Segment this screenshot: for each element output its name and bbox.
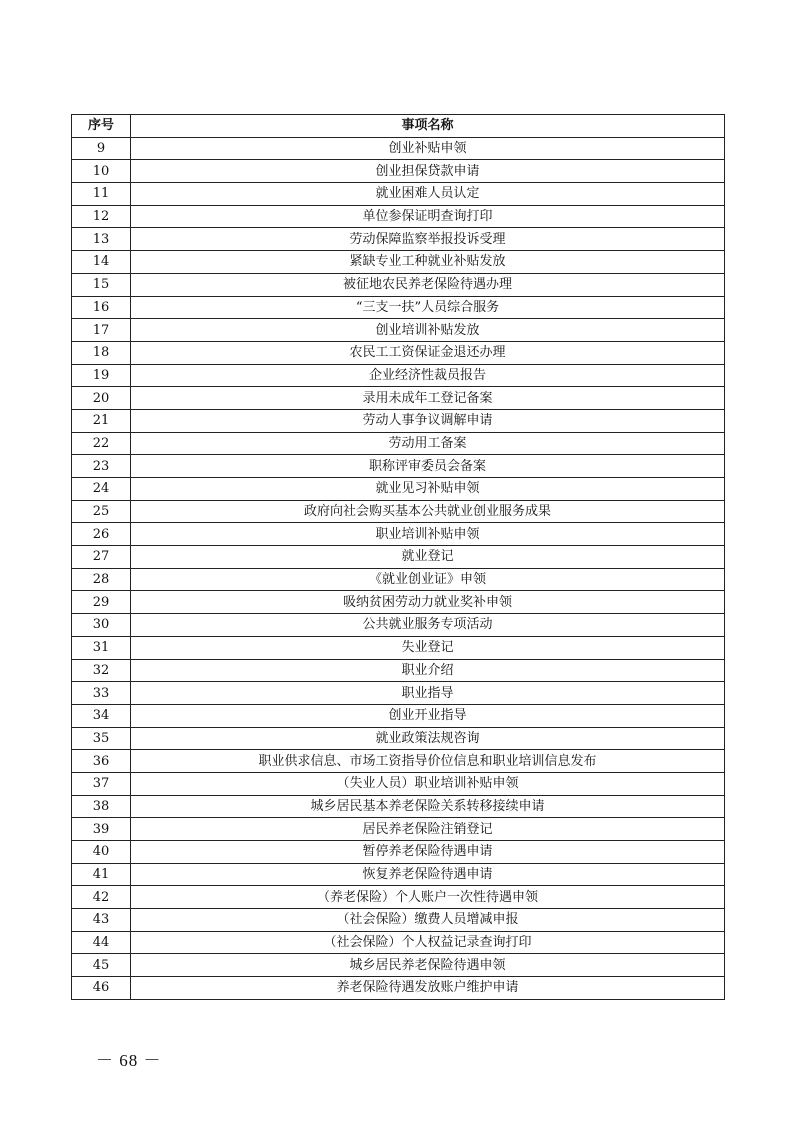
- table-row: [72, 977, 725, 1000]
- table-row: [72, 931, 725, 954]
- row-serial-number: 35: [72, 727, 131, 750]
- row-item-name: 创业担保贷款申请: [131, 160, 725, 183]
- table-row: [72, 183, 725, 206]
- row-serial-number: 42: [72, 886, 131, 909]
- row-serial-number: 45: [72, 954, 131, 977]
- row-item-name: 政府向社会购买基本公共就业创业服务成果: [131, 500, 725, 523]
- row-item-name: 单位参保证明查询打印: [131, 205, 725, 228]
- table-row: [72, 841, 725, 864]
- table-row: [72, 160, 725, 183]
- table-row: [72, 591, 725, 614]
- table-body: [72, 137, 725, 999]
- row-serial-number: 40: [72, 841, 131, 864]
- row-item-name: 恢复养老保险待遇申请: [131, 863, 725, 886]
- table-row: [72, 319, 725, 342]
- row-serial-number: 37: [72, 772, 131, 795]
- row-item-name: 劳动保障监察举报投诉受理: [131, 228, 725, 251]
- row-serial-number: 29: [72, 591, 131, 614]
- row-item-name: 录用未成年工登记备案: [131, 387, 725, 410]
- table-row: [72, 432, 725, 455]
- row-serial-number: 16: [72, 296, 131, 319]
- row-serial-number: 33: [72, 682, 131, 705]
- row-item-name: 创业开业指导: [131, 704, 725, 727]
- row-item-name: 暂停养老保险待遇申请: [131, 841, 725, 864]
- table-row: [72, 296, 725, 319]
- table-row: [72, 818, 725, 841]
- row-serial-number: 46: [72, 977, 131, 1000]
- row-item-name: 吸纳贫困劳动力就业奖补申领: [131, 591, 725, 614]
- row-serial-number: 25: [72, 500, 131, 523]
- row-item-name: 城乡居民基本养老保险关系转移接续申请: [131, 795, 725, 818]
- table-row: [72, 795, 725, 818]
- row-serial-number: 41: [72, 863, 131, 886]
- row-serial-number: 39: [72, 818, 131, 841]
- table-row: [72, 750, 725, 773]
- row-item-name: 职业指导: [131, 682, 725, 705]
- row-item-name: 创业补贴申领: [131, 137, 725, 160]
- table-row: [72, 863, 725, 886]
- table-row: [72, 772, 725, 795]
- row-serial-number: 23: [72, 455, 131, 478]
- table-row: [72, 909, 725, 932]
- row-item-name: 就业政策法规咨询: [131, 727, 725, 750]
- row-serial-number: 44: [72, 931, 131, 954]
- row-serial-number: 27: [72, 546, 131, 569]
- row-serial-number: 20: [72, 387, 131, 410]
- row-serial-number: 12: [72, 205, 131, 228]
- row-item-name: 城乡居民养老保险待遇申领: [131, 954, 725, 977]
- row-item-name: 职业供求信息、市场工资指导价位信息和职业培训信息发布: [131, 750, 725, 773]
- row-item-name: 居民养老保险注销登记: [131, 818, 725, 841]
- row-serial-number: 9: [72, 137, 131, 160]
- row-item-name: 企业经济性裁员报告: [131, 364, 725, 387]
- row-serial-number: 31: [72, 636, 131, 659]
- row-item-name: 公共就业服务专项活动: [131, 614, 725, 637]
- row-serial-number: 13: [72, 228, 131, 251]
- row-item-name: 劳动用工备案: [131, 432, 725, 455]
- row-serial-number: 26: [72, 523, 131, 546]
- table-row: [72, 228, 725, 251]
- row-item-name: （社会保险）缴费人员增减申报: [131, 909, 725, 932]
- table-row: [72, 205, 725, 228]
- row-item-name: 紧缺专业工种就业补贴发放: [131, 251, 725, 274]
- row-serial-number: 30: [72, 614, 131, 637]
- service-items-table: [71, 114, 725, 1000]
- row-item-name: 职业介绍: [131, 659, 725, 682]
- table-row: [72, 568, 725, 591]
- row-item-name: 职业培训补贴申领: [131, 523, 725, 546]
- row-item-name: “三支一扶”人员综合服务: [131, 296, 725, 319]
- table-row: [72, 409, 725, 432]
- row-serial-number: 18: [72, 341, 131, 364]
- row-serial-number: 15: [72, 273, 131, 296]
- table-row: [72, 387, 725, 410]
- header-serial-number: 序号: [72, 115, 131, 138]
- row-serial-number: 22: [72, 432, 131, 455]
- table-row: [72, 478, 725, 501]
- row-serial-number: 11: [72, 183, 131, 206]
- table-header-row: [72, 115, 725, 138]
- row-item-name: （社会保险）个人权益记录查询打印: [131, 931, 725, 954]
- row-item-name: 职称评审委员会备案: [131, 455, 725, 478]
- table-row: [72, 273, 725, 296]
- row-item-name: （失业人员）职业培训补贴申领: [131, 772, 725, 795]
- table-row: [72, 500, 725, 523]
- table-row: [72, 659, 725, 682]
- table-row: [72, 364, 725, 387]
- row-item-name: （养老保险）个人账户一次性待遇申领: [131, 886, 725, 909]
- header-item-name: 事项名称: [131, 115, 725, 138]
- page-number: － 68 －: [96, 1051, 162, 1070]
- table-row: [72, 636, 725, 659]
- table-row: [72, 614, 725, 637]
- row-item-name: 创业培训补贴发放: [131, 319, 725, 342]
- row-item-name: 劳动人事争议调解申请: [131, 409, 725, 432]
- table-row: [72, 727, 725, 750]
- row-item-name: 失业登记: [131, 636, 725, 659]
- row-item-name: 就业见习补贴申领: [131, 478, 725, 501]
- row-item-name: 被征地农民养老保险待遇办理: [131, 273, 725, 296]
- row-serial-number: 21: [72, 409, 131, 432]
- row-serial-number: 14: [72, 251, 131, 274]
- table-row: [72, 455, 725, 478]
- row-item-name: 就业困难人员认定: [131, 183, 725, 206]
- row-serial-number: 17: [72, 319, 131, 342]
- row-serial-number: 38: [72, 795, 131, 818]
- row-serial-number: 32: [72, 659, 131, 682]
- row-item-name: 就业登记: [131, 546, 725, 569]
- table-row: [72, 341, 725, 364]
- table-row: [72, 546, 725, 569]
- table-row: [72, 251, 725, 274]
- row-item-name: 《就业创业证》申领: [131, 568, 725, 591]
- row-serial-number: 34: [72, 704, 131, 727]
- table-row: [72, 137, 725, 160]
- table-row: [72, 704, 725, 727]
- table-row: [72, 682, 725, 705]
- row-serial-number: 24: [72, 478, 131, 501]
- table-row: [72, 954, 725, 977]
- row-serial-number: 10: [72, 160, 131, 183]
- row-serial-number: 43: [72, 909, 131, 932]
- row-item-name: 农民工工资保证金退还办理: [131, 341, 725, 364]
- row-item-name: 养老保险待遇发放账户维护申请: [131, 977, 725, 1000]
- row-serial-number: 19: [72, 364, 131, 387]
- row-serial-number: 36: [72, 750, 131, 773]
- row-serial-number: 28: [72, 568, 131, 591]
- table-row: [72, 523, 725, 546]
- table-row: [72, 886, 725, 909]
